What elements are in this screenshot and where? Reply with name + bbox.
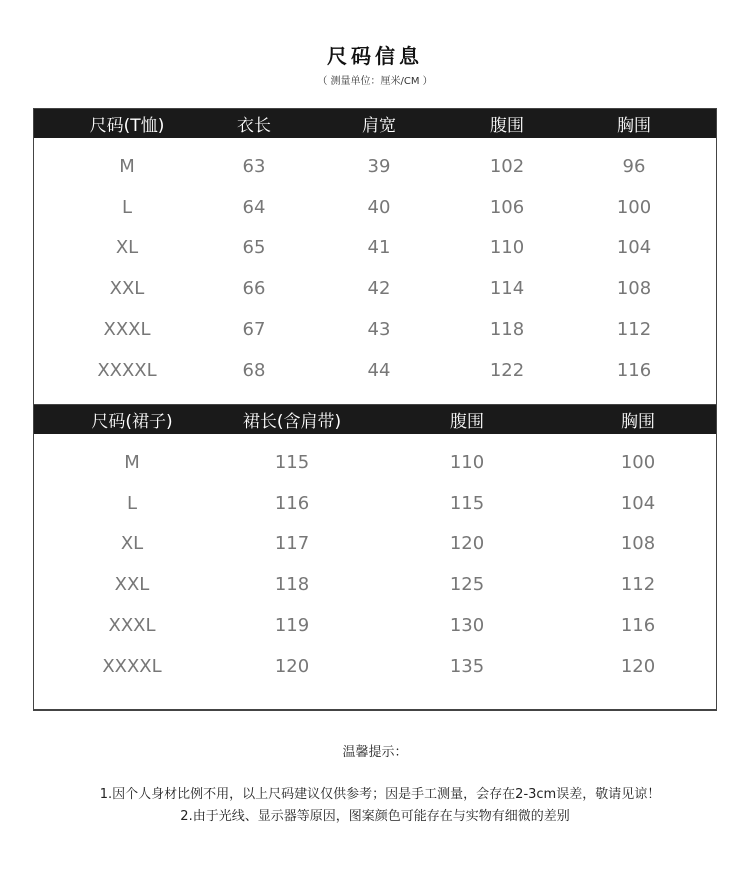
table-cell: 118 [274, 574, 310, 596]
table-cell: XXXL [108, 615, 156, 637]
measurement-unit-note: （ 测量单位：厘米/CM ） [317, 76, 433, 87]
table-cell: 104 [616, 237, 652, 259]
table-cell: XXXL [103, 319, 151, 341]
table-cell: 120 [274, 655, 310, 677]
header-cell: 腹围 [490, 116, 524, 136]
table-cell: 125 [449, 574, 485, 596]
table-cell: 130 [449, 615, 485, 637]
table-cell: 116 [616, 359, 652, 381]
header-cell: 胸围 [617, 116, 651, 136]
table-cell: 120 [449, 533, 485, 555]
table-cell: 65 [242, 237, 266, 259]
table-row [34, 146, 716, 187]
table-cell: 110 [449, 451, 485, 473]
table-cell: XXXXL [97, 359, 157, 381]
table-row [34, 524, 716, 565]
table-cell: 117 [274, 533, 310, 555]
table-cell: 112 [620, 574, 656, 596]
table-cell: 100 [620, 451, 656, 473]
page-title: 尺码信息 [327, 44, 423, 68]
tip-line-2: 2.由于光线、显示器等原因，图案颜色可能存在与实物有细微的差别 [180, 809, 570, 824]
table-header [34, 109, 716, 138]
table-cell: 41 [367, 237, 391, 259]
header-cell: 裙长(含肩带) [242, 412, 342, 432]
table-cell: 112 [616, 319, 652, 341]
header-cell: 衣长 [237, 116, 271, 136]
table-row [34, 646, 716, 687]
table-cell: 96 [622, 155, 646, 177]
table-cell: 115 [449, 492, 485, 514]
table-cell: 108 [620, 533, 656, 555]
table-row [34, 483, 716, 524]
header-cell: 尺码(裙子) [91, 412, 173, 432]
header-cell: 尺码(T恤) [89, 116, 165, 136]
table-row [34, 268, 716, 309]
header-cell: 腹围 [450, 412, 484, 432]
table-cell: 42 [367, 278, 391, 300]
table-cell: XL [120, 533, 144, 555]
table-cell: L [121, 196, 133, 218]
table-cell: 100 [616, 196, 652, 218]
table-cell: 115 [274, 451, 310, 473]
table-cell: 66 [242, 278, 266, 300]
table-cell: 108 [616, 278, 652, 300]
table-cell: XL [115, 237, 139, 259]
table-row [34, 228, 716, 269]
table-cell: 118 [489, 319, 525, 341]
table-cell: 116 [274, 492, 310, 514]
table-cell: 122 [489, 359, 525, 381]
table-cell: XXXXL [102, 655, 162, 677]
table-cell: 63 [242, 155, 266, 177]
table-row [34, 187, 716, 228]
table-cell: 114 [489, 278, 525, 300]
table-cell: M [124, 451, 140, 473]
table-cell: 116 [620, 615, 656, 637]
tip-line-1: 1.因个人身材比例不用，以上尺码建议仅供参考；因是手工测量，会存在2-3cm误差，敬请见谅！ [99, 787, 661, 802]
header-cell: 肩宽 [362, 116, 396, 136]
table-cell: XXL [114, 574, 150, 596]
table-cell: 68 [242, 359, 266, 381]
table-cell: 120 [620, 655, 656, 677]
table-cell: 64 [242, 196, 266, 218]
table-cell: XXL [109, 278, 145, 300]
table-cell: L [126, 492, 138, 514]
table-cell: M [119, 155, 135, 177]
table-cell: 102 [489, 155, 525, 177]
table-cell: 44 [367, 359, 391, 381]
table-row [34, 564, 716, 605]
table-row [34, 605, 716, 646]
table-row [34, 309, 716, 350]
table-cell: 110 [489, 237, 525, 259]
skirt-size-table [33, 404, 717, 711]
table-cell: 43 [367, 319, 391, 341]
table-cell: 39 [367, 155, 391, 177]
table-cell: 106 [489, 196, 525, 218]
tips-title: 温馨提示： [342, 745, 408, 760]
table-cell: 67 [242, 319, 266, 341]
table-cell: 40 [367, 196, 391, 218]
table-header [34, 405, 716, 434]
table-cell: 119 [274, 615, 310, 637]
table-row [34, 350, 716, 391]
header-cell: 胸围 [621, 412, 655, 432]
table-cell: 104 [620, 492, 656, 514]
table-cell: 135 [449, 655, 485, 677]
table-row [34, 442, 716, 483]
tshirt-size-table [33, 108, 717, 405]
